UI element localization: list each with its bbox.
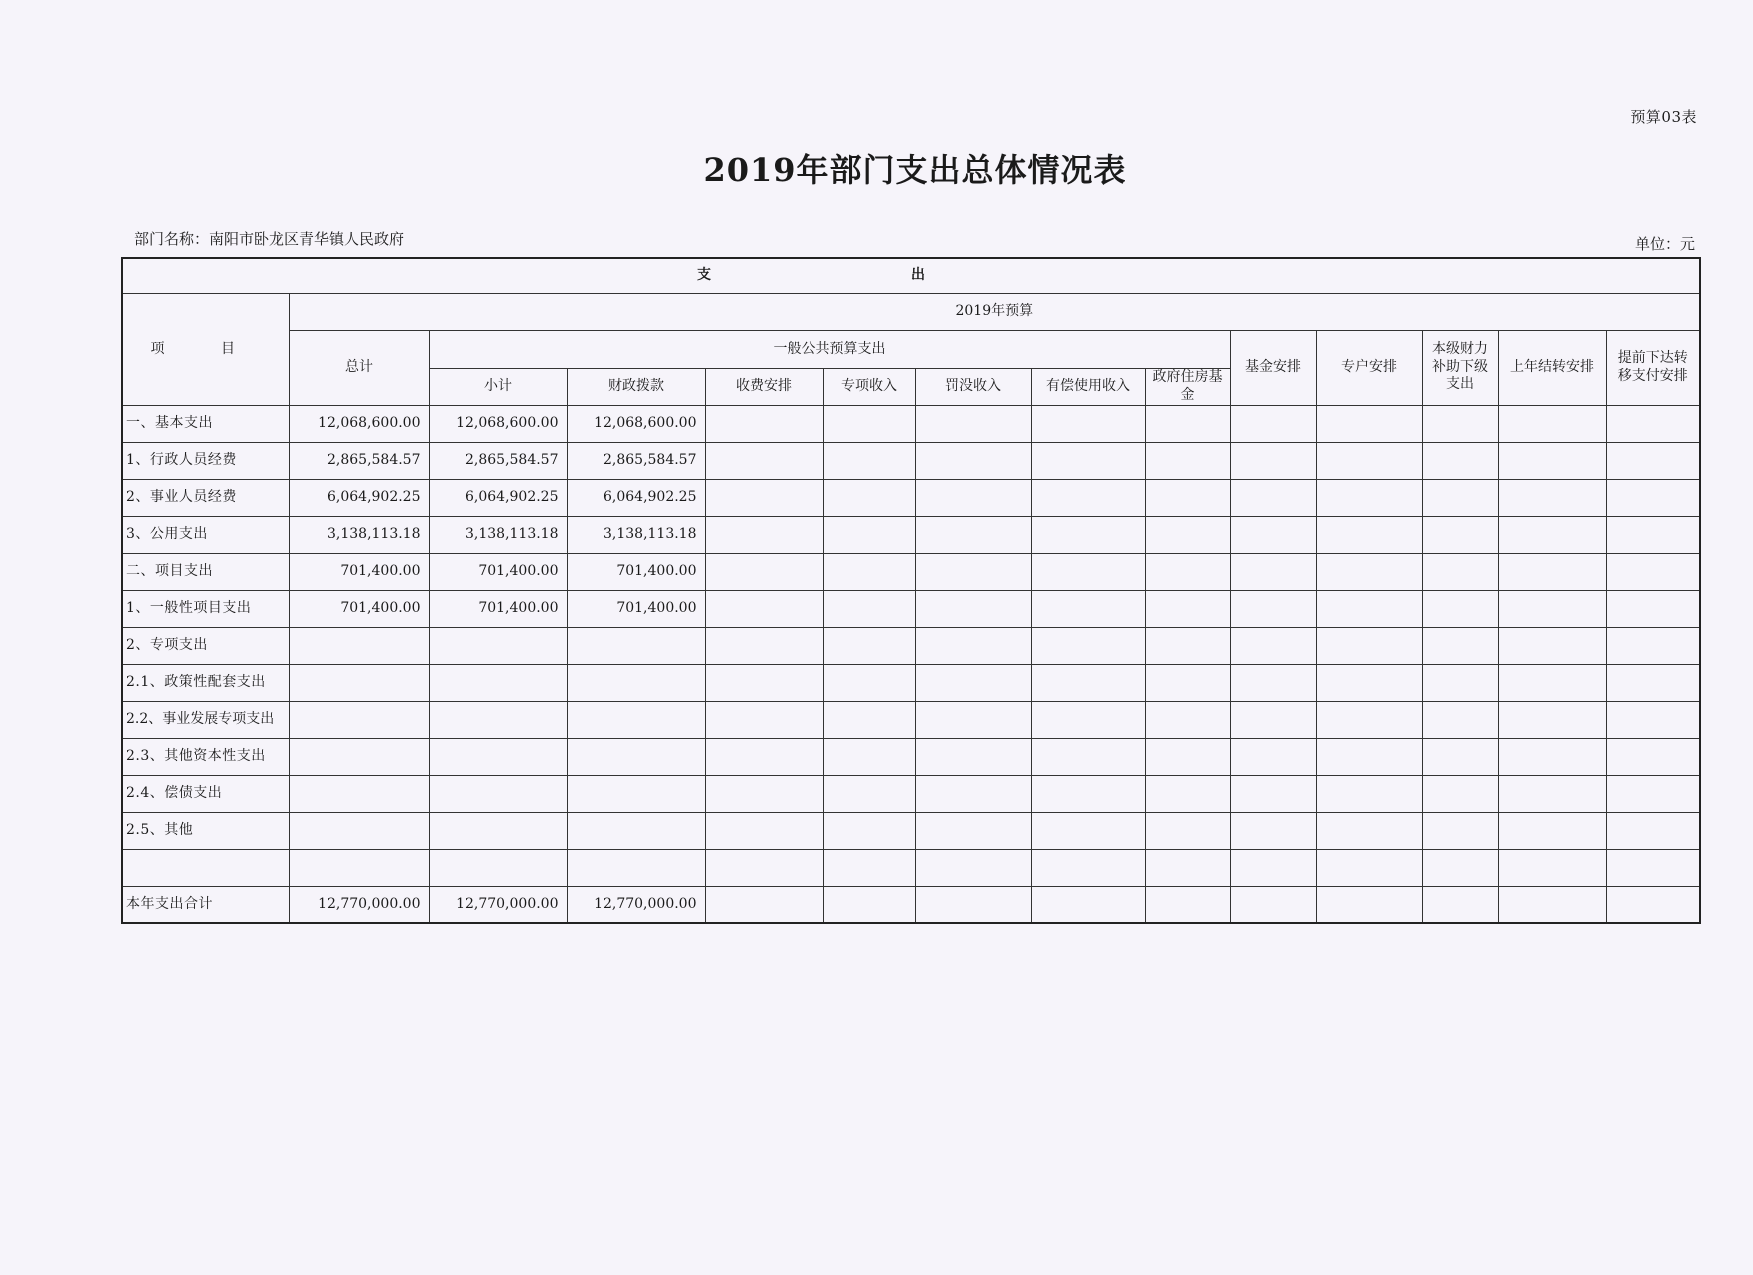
subtotal-cell: 3,138,113.18 (429, 516, 567, 553)
empty-cell (1145, 664, 1230, 701)
empty-cell (1422, 516, 1498, 553)
table-row (122, 442, 1700, 479)
empty-cell (1422, 849, 1498, 886)
empty-cell (915, 701, 1031, 738)
subtotal-cell: 6,064,902.25 (429, 479, 567, 516)
empty-cell (1145, 553, 1230, 590)
empty-cell (1498, 775, 1606, 812)
fiscal-cell (567, 738, 705, 775)
empty-cell (1498, 701, 1606, 738)
empty-cell (1230, 516, 1316, 553)
empty-cell (1498, 627, 1606, 664)
empty-cell (1031, 405, 1145, 442)
empty-cell (705, 664, 823, 701)
general-budget-header: 一般公共预算支出 (429, 330, 1230, 368)
empty-cell (705, 627, 823, 664)
empty-cell (1498, 849, 1606, 886)
fiscal-header: 财政拨款 (567, 368, 705, 405)
empty-cell (1498, 812, 1606, 849)
empty-cell (1230, 553, 1316, 590)
empty-cell (1230, 405, 1316, 442)
fiscal-cell (567, 664, 705, 701)
row-label: 2.5、其他 (122, 812, 289, 849)
total-cell: 12,068,600.00 (289, 405, 429, 442)
empty-cell (705, 738, 823, 775)
empty-cell (915, 849, 1031, 886)
row-label: 本年支出合计 (122, 886, 289, 923)
empty-cell (1031, 664, 1145, 701)
empty-cell (1230, 701, 1316, 738)
row-label: 1、行政人员经费 (122, 442, 289, 479)
empty-cell (915, 775, 1031, 812)
total-cell (289, 738, 429, 775)
empty-cell (823, 590, 915, 627)
empty-cell (915, 405, 1031, 442)
empty-cell (1498, 886, 1606, 923)
total-header: 总计 (289, 330, 429, 405)
empty-cell (823, 738, 915, 775)
empty-cell (705, 590, 823, 627)
empty-cell (823, 442, 915, 479)
empty-cell (1606, 553, 1700, 590)
empty-cell (1316, 405, 1422, 442)
total-cell: 701,400.00 (289, 553, 429, 590)
empty-cell (1031, 812, 1145, 849)
subtotal-cell: 2,865,584.57 (429, 442, 567, 479)
empty-cell (705, 812, 823, 849)
fiscal-cell (567, 812, 705, 849)
empty-cell (1606, 405, 1700, 442)
fee-header: 收费安排 (705, 368, 823, 405)
empty-cell (1031, 886, 1145, 923)
empty-cell (1145, 701, 1230, 738)
subtotal-cell (429, 627, 567, 664)
empty-cell (705, 886, 823, 923)
total-cell: 3,138,113.18 (289, 516, 429, 553)
fiscal-cell (567, 849, 705, 886)
empty-cell (1606, 627, 1700, 664)
special-income-header: 专项收入 (823, 368, 915, 405)
table-row (122, 590, 1700, 627)
empty-cell (1031, 590, 1145, 627)
empty-cell (1031, 775, 1145, 812)
empty-cell (1316, 775, 1422, 812)
row-label: 2.2、事业发展专项支出 (122, 701, 289, 738)
table-row (122, 405, 1700, 442)
empty-cell (1230, 775, 1316, 812)
subtotal-cell (429, 738, 567, 775)
row-label: 3、公用支出 (122, 516, 289, 553)
table-row (122, 812, 1700, 849)
table-row (122, 516, 1700, 553)
empty-cell (823, 775, 915, 812)
subtotal-cell (429, 775, 567, 812)
advance-transfer-header: 提前下达转移支付安排 (1606, 330, 1700, 405)
budget-year-header: 2019年预算 (289, 293, 1700, 330)
empty-cell (1145, 849, 1230, 886)
fiscal-cell: 12,770,000.00 (567, 886, 705, 923)
empty-cell (705, 701, 823, 738)
department-name: 部门名称：南阳市卧龙区青华镇人民政府 (134, 230, 405, 248)
total-cell (289, 627, 429, 664)
empty-cell (1316, 479, 1422, 516)
empty-cell (1230, 886, 1316, 923)
total-cell (289, 812, 429, 849)
fiscal-cell (567, 701, 705, 738)
special-account-header: 专户安排 (1316, 330, 1422, 405)
empty-cell (1230, 590, 1316, 627)
empty-cell (823, 886, 915, 923)
empty-cell (1031, 627, 1145, 664)
subsidy-header: 本级财力补助下级支出 (1422, 330, 1498, 405)
row-label: 2、事业人员经费 (122, 479, 289, 516)
empty-cell (1230, 812, 1316, 849)
empty-cell (705, 849, 823, 886)
empty-cell (1422, 812, 1498, 849)
empty-cell (915, 738, 1031, 775)
empty-cell (915, 442, 1031, 479)
table-row (122, 775, 1700, 812)
fund-header: 基金安排 (1230, 330, 1316, 405)
empty-cell (1606, 479, 1700, 516)
row-label (122, 849, 289, 886)
fiscal-cell (567, 775, 705, 812)
row-label: 一、基本支出 (122, 405, 289, 442)
empty-cell (1316, 738, 1422, 775)
empty-cell (1606, 664, 1700, 701)
empty-cell (1145, 479, 1230, 516)
empty-cell (1606, 701, 1700, 738)
empty-cell (1031, 442, 1145, 479)
fiscal-cell (567, 627, 705, 664)
paid-use-header: 有偿使用收入 (1031, 368, 1145, 405)
empty-cell (1498, 553, 1606, 590)
empty-cell (915, 590, 1031, 627)
housing-fund-header: 政府住房基金 (1145, 368, 1230, 405)
empty-cell (1606, 849, 1700, 886)
empty-cell (705, 405, 823, 442)
empty-cell (705, 553, 823, 590)
empty-cell (1031, 516, 1145, 553)
empty-cell (1145, 886, 1230, 923)
empty-cell (1606, 442, 1700, 479)
empty-cell (1316, 849, 1422, 886)
empty-cell (1316, 590, 1422, 627)
subtotal-header: 小计 (429, 368, 567, 405)
empty-cell (1145, 627, 1230, 664)
fiscal-cell: 2,865,584.57 (567, 442, 705, 479)
row-label: 1、一般性项目支出 (122, 590, 289, 627)
empty-cell (823, 516, 915, 553)
empty-cell (1031, 849, 1145, 886)
empty-cell (705, 775, 823, 812)
total-cell: 12,770,000.00 (289, 886, 429, 923)
empty-cell (1498, 405, 1606, 442)
empty-cell (705, 479, 823, 516)
empty-cell (1606, 590, 1700, 627)
empty-cell (823, 627, 915, 664)
subtotal-cell (429, 664, 567, 701)
fines-header: 罚没收入 (915, 368, 1031, 405)
empty-cell (1422, 664, 1498, 701)
row-label: 2.1、政策性配套支出 (122, 664, 289, 701)
empty-cell (1498, 479, 1606, 516)
empty-cell (1422, 775, 1498, 812)
empty-cell (1316, 627, 1422, 664)
empty-cell (1145, 812, 1230, 849)
table-row (122, 664, 1700, 701)
table-row (122, 738, 1700, 775)
empty-cell (1230, 738, 1316, 775)
empty-cell (915, 553, 1031, 590)
empty-cell (1498, 442, 1606, 479)
empty-cell (823, 849, 915, 886)
empty-cell (823, 701, 915, 738)
fiscal-cell: 3,138,113.18 (567, 516, 705, 553)
subtotal-cell: 12,770,000.00 (429, 886, 567, 923)
empty-cell (1316, 886, 1422, 923)
table-row (122, 479, 1700, 516)
empty-cell (1145, 516, 1230, 553)
row-label: 二、项目支出 (122, 553, 289, 590)
empty-cell (1422, 442, 1498, 479)
empty-cell (1498, 738, 1606, 775)
empty-cell (1031, 738, 1145, 775)
empty-cell (823, 812, 915, 849)
unit-label: 单位：元 (1634, 235, 1695, 253)
empty-cell (823, 553, 915, 590)
empty-cell (1145, 738, 1230, 775)
expenditure-header: 支出 (122, 258, 1700, 293)
empty-cell (1145, 775, 1230, 812)
empty-cell (915, 516, 1031, 553)
empty-cell (1031, 701, 1145, 738)
empty-cell (1145, 405, 1230, 442)
empty-cell (1031, 479, 1145, 516)
empty-cell (1422, 701, 1498, 738)
empty-cell (915, 627, 1031, 664)
empty-cell (823, 405, 915, 442)
subtotal-cell: 701,400.00 (429, 590, 567, 627)
empty-cell (1230, 442, 1316, 479)
subtotal-cell (429, 849, 567, 886)
empty-cell (915, 886, 1031, 923)
empty-cell (1606, 516, 1700, 553)
total-row (122, 886, 1700, 923)
empty-cell (1316, 442, 1422, 479)
empty-cell (915, 664, 1031, 701)
empty-cell (1606, 886, 1700, 923)
empty-cell (1230, 627, 1316, 664)
fiscal-cell: 701,400.00 (567, 590, 705, 627)
empty-cell (1606, 812, 1700, 849)
total-cell (289, 701, 429, 738)
empty-cell (1498, 516, 1606, 553)
fiscal-cell: 12,068,600.00 (567, 405, 705, 442)
empty-cell (1422, 405, 1498, 442)
empty-cell (1422, 886, 1498, 923)
page-title: 2019年部门支出总体情况表 (703, 151, 1127, 189)
total-cell (289, 849, 429, 886)
row-label: 2.4、偿债支出 (122, 775, 289, 812)
table-row (122, 701, 1700, 738)
empty-cell (1145, 590, 1230, 627)
empty-cell (915, 479, 1031, 516)
total-cell: 6,064,902.25 (289, 479, 429, 516)
empty-cell (1230, 664, 1316, 701)
total-cell (289, 775, 429, 812)
subtotal-cell: 12,068,600.00 (429, 405, 567, 442)
subtotal-cell (429, 812, 567, 849)
empty-cell (1230, 849, 1316, 886)
empty-cell (1316, 812, 1422, 849)
empty-cell (1422, 590, 1498, 627)
empty-cell (1316, 516, 1422, 553)
empty-cell (1316, 701, 1422, 738)
item-header: 项 目 (122, 293, 289, 405)
total-cell: 701,400.00 (289, 590, 429, 627)
subtotal-cell (429, 701, 567, 738)
table-row (122, 849, 1700, 886)
empty-cell (1316, 664, 1422, 701)
empty-cell (1422, 627, 1498, 664)
row-label: 2.3、其他资本性支出 (122, 738, 289, 775)
empty-cell (1230, 479, 1316, 516)
empty-cell (1422, 738, 1498, 775)
empty-cell (915, 812, 1031, 849)
empty-cell (705, 442, 823, 479)
row-label: 2、专项支出 (122, 627, 289, 664)
fiscal-cell: 6,064,902.25 (567, 479, 705, 516)
empty-cell (1145, 442, 1230, 479)
empty-cell (1422, 479, 1498, 516)
subtotal-cell: 701,400.00 (429, 553, 567, 590)
empty-cell (1316, 553, 1422, 590)
carryover-header: 上年结转安排 (1498, 330, 1606, 405)
table-row (122, 627, 1700, 664)
empty-cell (1498, 590, 1606, 627)
expenditure-table (121, 257, 1701, 924)
table-row (122, 553, 1700, 590)
total-cell: 2,865,584.57 (289, 442, 429, 479)
form-code: 预算03表 (1630, 108, 1697, 126)
empty-cell (1606, 775, 1700, 812)
fiscal-cell: 701,400.00 (567, 553, 705, 590)
empty-cell (1498, 664, 1606, 701)
empty-cell (1031, 553, 1145, 590)
empty-cell (1606, 738, 1700, 775)
empty-cell (823, 664, 915, 701)
empty-cell (1422, 553, 1498, 590)
total-cell (289, 664, 429, 701)
empty-cell (705, 516, 823, 553)
empty-cell (823, 479, 915, 516)
